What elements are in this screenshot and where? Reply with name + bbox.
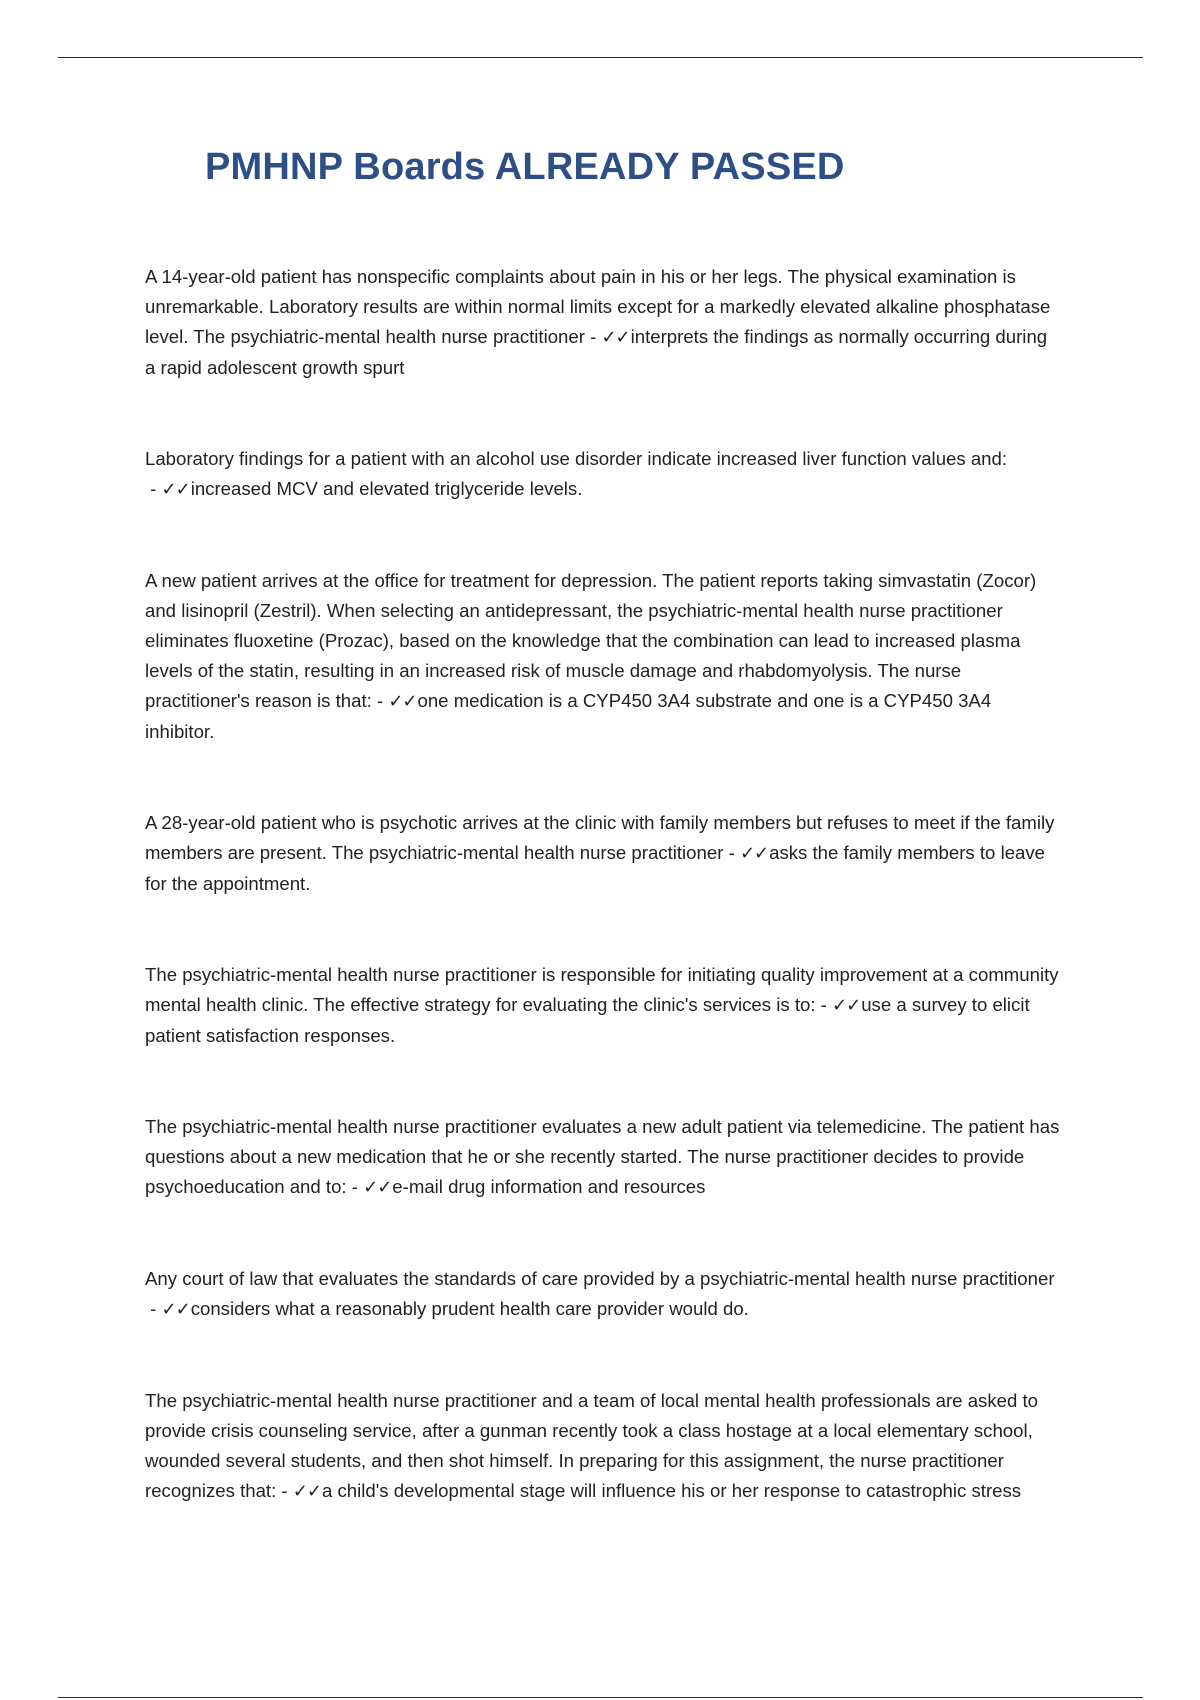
double-check-icon: ✓✓ xyxy=(739,843,769,864)
separator: - xyxy=(584,326,602,347)
double-check-icon: ✓✓ xyxy=(388,691,417,712)
top-rule xyxy=(58,57,1143,58)
answer-text: e-mail drug information and resources xyxy=(392,1176,706,1197)
answer-text: a child's developmental stage will influence his or her response to catastrophic stress xyxy=(321,1480,1022,1501)
question-text: The psychiatric-mental health nurse practitioner evaluates a new adult patient via telemedicine. The patient has questions about a new medication that he or she recently started. The nurse practitioner decides to provide psychoeducation and to: xyxy=(145,1116,1060,1197)
qa-item xyxy=(145,808,1060,899)
qa-item xyxy=(145,444,1060,505)
separator: - xyxy=(371,690,389,711)
qa-item xyxy=(145,1112,1060,1203)
question-text: A 14-year-old patient has nonspecific complaints about pain in his or her legs. The physical examination is unremarkable. Laboratory results are within normal limits except for a markedly elevated alkaline phosphatase level. The psychiatric-mental health nurse practitioner xyxy=(145,266,1051,347)
separator: - xyxy=(276,1480,293,1501)
separator: - xyxy=(145,478,162,499)
double-check-icon: ✓✓ xyxy=(161,479,190,500)
qa-item xyxy=(145,566,1060,747)
answer-text: asks the family members to leave for the appointment. xyxy=(145,842,1046,894)
answer-text: increased MCV and elevated triglyceride levels. xyxy=(190,478,583,499)
question-text: Laboratory findings for a patient with an alcohol use disorder indicate increased liver function values and: xyxy=(145,448,1008,469)
answer-text: one medication is a CYP450 3A4 substrate and one is a CYP450 3A4 inhibitor. xyxy=(145,690,992,742)
double-check-icon: ✓✓ xyxy=(601,327,630,348)
question-text: Any court of law that evaluates the standards of care provided by a psychiatric-mental health nurse practitioner xyxy=(145,1268,1055,1289)
question-text: A 28-year-old patient who is psychotic arrives at the clinic with family members but refuses to meet if the family members are present. The psychiatric-mental health nurse practitioner xyxy=(145,812,1055,863)
document-title: PMHNP Boards ALREADY PASSED xyxy=(205,146,845,188)
answer-text: considers what a reasonably prudent health care provider would do. xyxy=(190,1298,749,1319)
double-check-icon: ✓✓ xyxy=(363,1177,392,1198)
separator: - xyxy=(346,1176,364,1197)
qa-item xyxy=(145,1264,1060,1325)
qa-list xyxy=(145,262,1060,1568)
separator: - xyxy=(723,842,740,863)
separator: - xyxy=(145,1298,162,1319)
question-text: The psychiatric-mental health nurse practitioner and a team of local mental health professionals are asked to provide crisis counseling service, after a gunman recently took a class hostage at a local elementary school, wounded several students, and then shot himself. In preparing for this assignment, the nurse practitioner recognizes that: xyxy=(145,1390,1038,1501)
qa-item xyxy=(145,960,1060,1051)
bottom-rule xyxy=(58,1697,1143,1698)
double-check-icon: ✓✓ xyxy=(292,1481,321,1502)
question-text: The psychiatric-mental health nurse practitioner is responsible for initiating quality improvement at a community mental health clinic. The effective strategy for evaluating the clinic's services is to: xyxy=(145,964,1059,1015)
double-check-icon: ✓✓ xyxy=(832,995,861,1016)
separator: - xyxy=(815,994,833,1015)
qa-item xyxy=(145,1386,1060,1507)
qa-item xyxy=(145,262,1060,383)
question-text: A new patient arrives at the office for treatment for depression. The patient reports taking simvastatin (Zocor) and lisinopril (Zestril). When selecting an antidepressant, the psychiatric-mental health nurse practitioner eliminates fluoxetine (Prozac), based on the knowledge that the combination can lead to increased plasma levels of the statin, resulting in an increased risk of muscle damage and rhabdomyolysis. The nurse practitioner's reason is that: xyxy=(145,570,1037,711)
double-check-icon: ✓✓ xyxy=(161,1299,190,1320)
answer-text: use a survey to elicit patient satisfaction responses. xyxy=(145,994,1030,1046)
answer-text: interprets the findings as normally occurring during a rapid adolescent growth spurt xyxy=(145,326,1048,378)
